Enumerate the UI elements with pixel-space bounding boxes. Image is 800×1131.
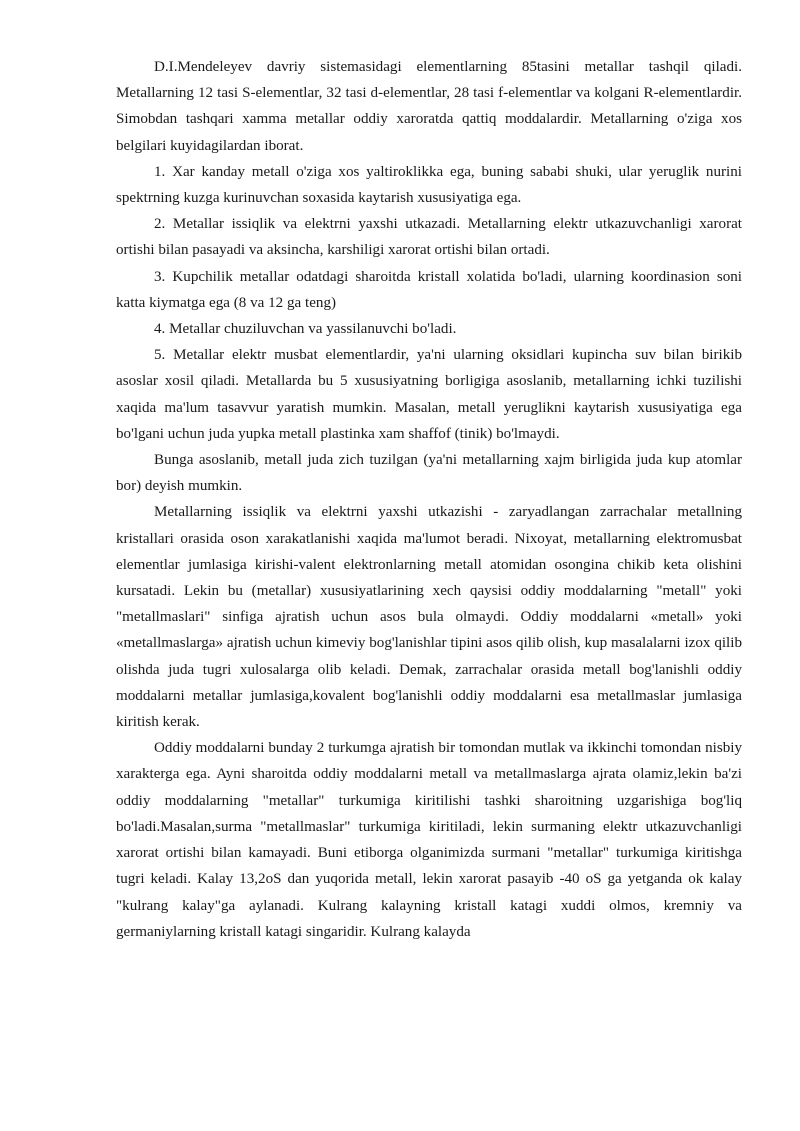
paragraph-density: Bunga asoslanib, metall juda zich tuzilgan (ya'ni metallarning xajm birligida juda kup atomlar bor) deyish mumkin.: [116, 452, 742, 495]
paragraph-property-1: 1. Xar kanday metall o'ziga xos yaltiroklikka ega, buning sababi shuki, ular yeruglik nurini spektrning kuzga kurinuvchan soxasida kaytarish xususiyatiga ega.: [116, 163, 742, 207]
document-page: [116, 54, 742, 945]
paragraph-property-3: 3. Kupchilik metallar odatdagi sharoitda kristall xolatida bo'ladi, ularning koordinasion soni katta kiymatga ega (8 va 12 ga teng): [116, 268, 742, 311]
paragraph-property-4: 4. Metallar chuziluvchan va yassilanuvchi bo'ladi.: [154, 321, 457, 338]
paragraph-classification: Oddiy moddalarni bunday 2 turkumga ajratish bir tomondan mutlak va ikkinchi tomondan nisbiy xarakterga ega. Ayni sharoitda oddiy moddalarni metall va metallmaslarga ajrata olamiz,lekin ba'zi oddiy moddalarning "metallar" turkumiga kiritilishi tashki sharoitning uzgarishiga bog'liq bo'ladi.Masalan,surma "metallmaslar" turkumiga kiritiladi, lekin surmaning elektr utkazuvchanligi xarorat ortishi bilan kamayadi. Buni etiborga olganimizda surmani "metallar" turkumiga kiritishga tugri keladi. Kalay 13,2oS dan yuqorida metall, lekin xarorat pasayib -40 oS ga yetganda ok kalay "kulrang kalay"ga aylanadi. Kulrang kalayning kristall katagi xuddi olmos, kremniy va germaniylarning kristall katagi singaridir. Kulrang kalayda: [116, 740, 742, 940]
paragraph-property-2: 2. Metallar issiqlik va elektrni yaxshi utkazadi. Metallarning elektr utkazuvchanligi xarorat ortishi bilan pasayadi va aksincha, karshiligi xarorat ortishi bilan ortadi.: [116, 216, 742, 259]
paragraph-intro: D.I.Mendeleyev davriy sistemasidagi elementlarning 85tasini metallar tashqil qiladi. Metallarning 12 tasi S-elementlar, 32 tasi d-elementlar, 28 tasi f-elementlar va kolgani R-elementlardir. Simobdan tashqari xamma metallar oddiy xaroratda qattiq moddalardir. Metallarning o'ziga xos belgilari kuyidagilardan iborat.: [116, 59, 742, 154]
paragraph-conductivity: Metallarning issiqlik va elektrni yaxshi utkazishi - zaryadlangan zarrachalar metallning kristallari orasida oson xarakatlanishi xaqida ma'lumot beradi. Nixoyat, metallarning elektromusbat elementlar jumlasiga kirishi-valent elektronlarning metall atomidan osongina chikib keta olishini kursatadi. Lekin bu (metallar) xususiyatlarining xech qaysisi oddiy moddalarning "metall" yoki "metallmaslari" sinfiga ajratish uchun asos bula olmaydi. Oddiy moddalarni «metall» yoki «metallmaslarga» ajratish uchun kimeviy bog'lanishlar tipini asos qilib olish, kup masalalarni izox qilib olishda juda tugri xulosalarga olib keladi. Demak, zarrachalar orasida metall bog'lanishli oddiy moddalarni metallar jumlasiga,kovalent bog'lanishli oddiy moddalarni esa metallmaslar jumlasiga kiritish kerak.: [116, 504, 742, 731]
paragraph-property-5: 5. Metallar elektr musbat elementlardir, ya'ni ularning oksidlari kupincha suv bilan birikib asoslar xosil qiladi. Metallarda bu 5 xususiyatning borligiga asoslanib, metallarning ichki tuzilishi xaqida ma'lum tasavvur yaratish mumkin. Masalan, metall yeruglikni kaytarish xususiyatiga ega bo'lgani uchun juda yupka metall plastinka xam shaffof (tinik) bo'lmaydi.: [116, 347, 742, 442]
